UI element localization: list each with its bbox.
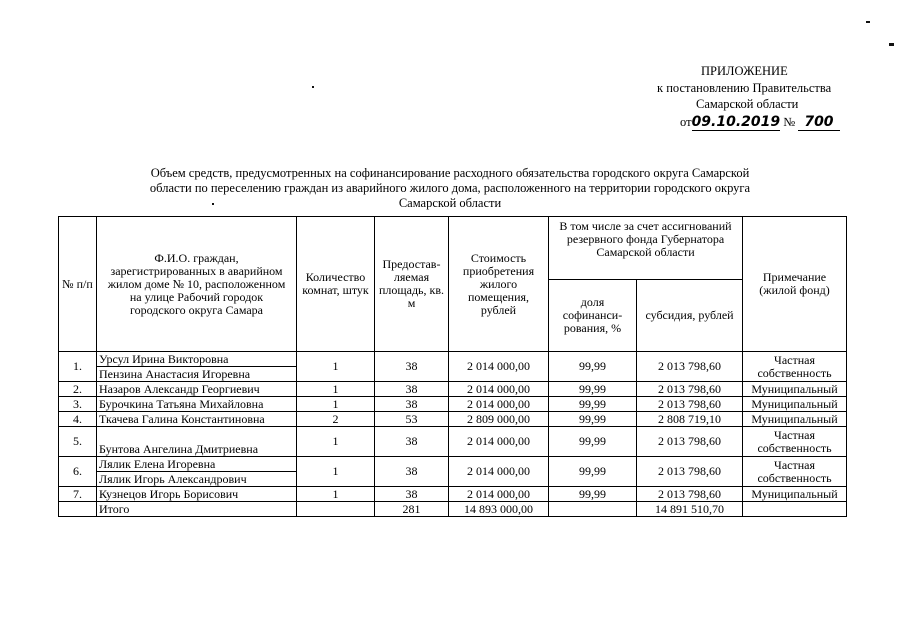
row-area: 38 bbox=[375, 487, 449, 502]
header-cost: Стоимость приобретения жилого помещения, рублей bbox=[449, 217, 549, 352]
row-note: Частная собственность bbox=[743, 457, 847, 487]
row-num: 6. bbox=[59, 457, 97, 487]
row-cost: 2 014 000,00 bbox=[449, 352, 549, 382]
row-num: 1. bbox=[59, 352, 97, 382]
row-rooms: 1 bbox=[297, 352, 375, 382]
row-num: 3. bbox=[59, 397, 97, 412]
total-row bbox=[59, 502, 847, 517]
row-share: 99,99 bbox=[549, 457, 637, 487]
date-prefix: от bbox=[680, 115, 692, 129]
row-share: 99,99 bbox=[549, 412, 637, 427]
row-name: Кузнецов Игорь Борисович bbox=[97, 487, 297, 502]
row-rooms: 1 bbox=[297, 487, 375, 502]
header-rooms: Количество комнат, штук bbox=[297, 217, 375, 352]
region-line: Самарской области bbox=[696, 97, 799, 111]
total-rooms bbox=[297, 502, 375, 517]
table-row bbox=[59, 397, 847, 412]
number-prefix: № bbox=[783, 115, 796, 129]
row-share: 99,99 bbox=[549, 427, 637, 457]
header-reserve-fund: В том числе за счет ассигнований резервного фонда Губернатора Самарской области bbox=[549, 217, 743, 280]
row-subsidy: 2 013 798,60 bbox=[637, 352, 743, 382]
number-value: 700 bbox=[798, 114, 839, 131]
header-note: Примечание (жилой фонд) bbox=[743, 217, 847, 352]
row-num: 4. bbox=[59, 412, 97, 427]
row-note: Муниципальный bbox=[743, 382, 847, 397]
row-area: 38 bbox=[375, 457, 449, 487]
table-header-row bbox=[59, 217, 847, 280]
table-row bbox=[59, 457, 847, 472]
row-cost: 2 809 000,00 bbox=[449, 412, 549, 427]
title-line-3: Самарской области bbox=[398, 196, 502, 210]
total-num bbox=[59, 502, 97, 517]
row-cost: 2 014 000,00 bbox=[449, 382, 549, 397]
row-cost: 2 014 000,00 bbox=[449, 487, 549, 502]
row-share: 99,99 bbox=[549, 397, 637, 412]
row-cost: 2 014 000,00 bbox=[449, 457, 549, 487]
row-rooms: 1 bbox=[297, 427, 375, 457]
header-area: Предостав-ляемая площадь, кв. м bbox=[375, 217, 449, 352]
row-note: Частная собственность bbox=[743, 427, 847, 457]
row-area: 38 bbox=[375, 352, 449, 382]
total-note bbox=[743, 502, 847, 517]
scan-speck bbox=[889, 43, 894, 46]
title-line-1: Объем средств, предусмотренных на софинансирование расходного обязательства городского округа Самарской bbox=[150, 166, 750, 180]
table-row bbox=[59, 352, 847, 367]
document-title bbox=[60, 166, 840, 211]
row-area: 38 bbox=[375, 382, 449, 397]
row-rooms: 1 bbox=[297, 397, 375, 412]
row-note: Муниципальный bbox=[743, 397, 847, 412]
row-subsidy: 2 013 798,60 bbox=[637, 397, 743, 412]
row-share: 99,99 bbox=[549, 352, 637, 382]
row-name: Урсул Ирина Викторовна bbox=[97, 352, 297, 367]
title-line-2: области по переселению граждан из аварийного жилого дома, расположенного на территории городского округа bbox=[149, 181, 751, 195]
scan-speck bbox=[312, 86, 314, 88]
row-rooms: 2 bbox=[297, 412, 375, 427]
row-name: Лялик Елена Игоревна bbox=[97, 457, 297, 472]
row-subsidy: 2 013 798,60 bbox=[637, 457, 743, 487]
appendix-label: ПРИЛОЖЕНИЕ bbox=[701, 64, 788, 78]
row-share: 99,99 bbox=[549, 382, 637, 397]
date-value: 09.10.2019 bbox=[691, 114, 781, 130]
header-name: Ф.И.О. граждан, зарегистрированных в аварийном жилом доме № 10, расположенном на улице Рабочий городок городского округа Самара bbox=[97, 217, 297, 352]
resettlement-table bbox=[58, 216, 847, 517]
row-num: 2. bbox=[59, 382, 97, 397]
row-rooms: 1 bbox=[297, 382, 375, 397]
row-area: 38 bbox=[375, 427, 449, 457]
row-note: Частная собственность bbox=[743, 352, 847, 382]
total-cost: 14 893 000,00 bbox=[449, 502, 549, 517]
header-share: доля софинанси-рования, % bbox=[549, 280, 637, 352]
row-subsidy: 2 013 798,60 bbox=[637, 382, 743, 397]
resolution-line: к постановлению Правительства bbox=[657, 81, 832, 95]
table-row bbox=[59, 487, 847, 502]
row-cost: 2 014 000,00 bbox=[449, 397, 549, 412]
row-num: 5. bbox=[59, 427, 97, 457]
date-number-line bbox=[680, 114, 840, 130]
total-subsidy: 14 891 510,70 bbox=[637, 502, 743, 517]
header-subsidy: субсидия, рублей bbox=[637, 280, 743, 352]
row-name: Лялик Игорь Александрович bbox=[97, 472, 297, 487]
scan-speck bbox=[866, 21, 870, 23]
row-name: Пензина Анастасия Игоревна bbox=[97, 367, 297, 382]
row-rooms: 1 bbox=[297, 457, 375, 487]
row-subsidy: 2 013 798,60 bbox=[637, 487, 743, 502]
total-area: 281 bbox=[375, 502, 449, 517]
table-row bbox=[59, 427, 847, 457]
row-area: 53 bbox=[375, 412, 449, 427]
row-name: Ткачева Галина Константиновна bbox=[97, 412, 297, 427]
row-note: Муниципальный bbox=[743, 412, 847, 427]
table-row bbox=[59, 412, 847, 427]
row-note: Муниципальный bbox=[743, 487, 847, 502]
row-num: 7. bbox=[59, 487, 97, 502]
total-label: Итого bbox=[97, 502, 297, 517]
header-num: № п/п bbox=[59, 217, 97, 352]
row-area: 38 bbox=[375, 397, 449, 412]
row-share: 99,99 bbox=[549, 487, 637, 502]
total-share bbox=[549, 502, 637, 517]
row-name: Бурочкина Татьяна Михайловна bbox=[97, 397, 297, 412]
row-name: Назаров Александр Георгиевич bbox=[97, 382, 297, 397]
row-name: Бунтова Ангелина Дмитриевна bbox=[97, 427, 297, 457]
table-row bbox=[59, 382, 847, 397]
row-subsidy: 2 808 719,10 bbox=[637, 412, 743, 427]
row-subsidy: 2 013 798,60 bbox=[637, 427, 743, 457]
row-cost: 2 014 000,00 bbox=[449, 427, 549, 457]
